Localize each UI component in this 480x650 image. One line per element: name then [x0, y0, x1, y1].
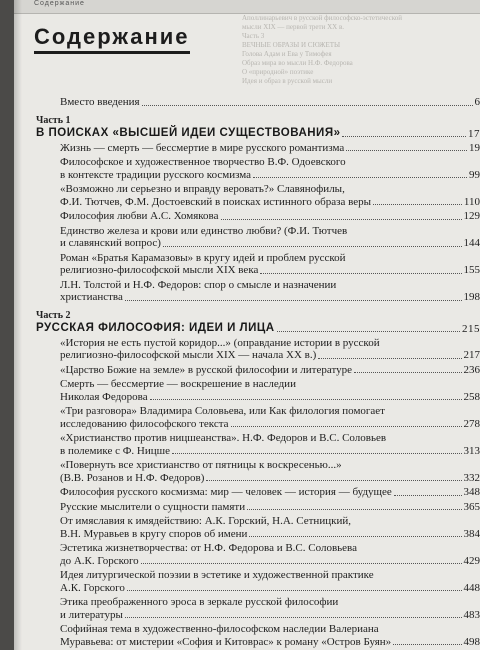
page-number: 313 [463, 444, 480, 457]
dot-leader [346, 150, 467, 151]
toc-entry-line [36, 364, 480, 377]
page-number: 215 [462, 322, 480, 335]
page-number: 19 [469, 141, 480, 154]
entry-text: «Возможно ли серьезно и вправду веровать?» Славянофилы, [60, 183, 345, 195]
page-number: 110 [463, 195, 480, 208]
toc-entry-line [36, 459, 480, 472]
page-number: 236 [463, 363, 480, 376]
book-page [14, 0, 480, 650]
dot-leader [125, 300, 462, 301]
toc-entry-line [36, 515, 480, 528]
toc-entry [36, 225, 480, 250]
bleed-through-line: Образ мира во мысли Н.Ф. Федорова [242, 59, 353, 67]
entry-text: Роман «Братья Карамазовы» в кругу идей и проблем русской [60, 251, 346, 264]
bleed-through-line: О «природной» поэтике [242, 68, 314, 76]
title-block [34, 24, 190, 54]
dot-leader [150, 399, 462, 400]
toc-entry-line [36, 596, 480, 609]
dot-leader [141, 563, 462, 564]
bleed-through-line: Часть 3 [242, 32, 265, 40]
dot-leader [253, 177, 467, 178]
entry-text: и славянский вопрос) [60, 237, 161, 249]
entry-text: «Повернуть все христианство от пятницы к воскресенью...» [60, 459, 342, 471]
dot-leader [172, 453, 462, 454]
entry-text: Идея литургической поэзии в эстетике и художественной практике [60, 569, 374, 581]
toc-entry-line [36, 291, 480, 304]
entry-text: Философия любви А.С. Хомякова [60, 210, 219, 222]
toc-entry [36, 515, 480, 540]
toc-entry-line [36, 196, 480, 209]
entry-text: (В.В. Розанов и Н.Ф. Федоров) [60, 471, 205, 484]
toc-entry-intro [36, 96, 480, 109]
page-number: 429 [463, 554, 480, 567]
part-title [36, 322, 480, 335]
table-of-contents [36, 96, 480, 648]
page-number: 448 [463, 581, 480, 594]
toc-entry-line [36, 472, 480, 485]
top-band [14, 0, 480, 13]
toc-entry-line [36, 279, 480, 292]
toc-entry [36, 337, 480, 362]
entry-text: исследованию философского текста [60, 417, 229, 430]
entry-text: «Царство Божие на земле» в русской философии и литературе [60, 363, 353, 376]
entry-text: В.Н. Муравьев в кругу споров об имени [60, 527, 248, 540]
dot-leader [221, 219, 462, 220]
toc-entry-line [36, 609, 480, 622]
toc-entry-line [36, 542, 480, 555]
toc-entry-line [36, 391, 480, 404]
toc-entry [36, 156, 480, 181]
toc-entry-line [36, 183, 480, 196]
toc-entry [36, 569, 480, 594]
bleed-through-line: ВЕЧНЫЕ ОБРАЗЫ И СЮЖЕТЫ [242, 41, 341, 49]
toc-entry-line [36, 582, 480, 595]
dot-leader [249, 536, 461, 537]
bleed-through-line: мысли XIX — первой трети XX в. [242, 23, 344, 31]
dot-leader [127, 590, 462, 591]
entry-text: «Три разговора» Владимира Соловьева, или Как филология помогает [60, 405, 385, 417]
entry-text: А.К. Горского [60, 581, 125, 594]
entry-text: От имяславия к имядействию: А.К. Горский, Н.А. Сетницкий, [60, 515, 351, 527]
dot-leader [125, 617, 462, 618]
entry-text: религиозно-философской мысли XIX — начала XX в.) [60, 349, 317, 361]
toc-entry [36, 432, 480, 457]
toc-entry-line [36, 349, 480, 362]
toc-entry-line [36, 569, 480, 582]
toc-entry [36, 623, 480, 648]
toc-entry-line [36, 432, 480, 445]
dot-leader [142, 105, 473, 106]
dot-leader [393, 644, 461, 645]
toc-entry-line [36, 237, 480, 250]
bleed-through-text [242, 14, 480, 94]
page-number: 278 [463, 417, 480, 430]
page-number: 144 [463, 237, 480, 249]
title-underline [34, 51, 190, 54]
toc-entry-line [36, 445, 480, 458]
entry-text: Вместо введения [60, 96, 140, 108]
page-number: 155 [463, 264, 480, 276]
dot-leader [318, 358, 461, 359]
toc-entry [36, 596, 480, 621]
entry-text: до А.К. Горского [60, 554, 139, 567]
entry-text: христианства [60, 291, 123, 303]
entry-text: Единство железа и крови или единство любви? (Ф.И. Тютчев [60, 224, 348, 237]
toc-entry [36, 378, 480, 403]
entry-text: Николая Федорова [60, 390, 148, 403]
entry-text: Смерть — бессмертие — воскрешение в наследии [60, 378, 296, 390]
entry-text: Ф.И. Тютчев, Ф.М. Достоевский в поисках истинного образа веры [60, 195, 371, 208]
bleed-through-line: Аполлинарьевич в русской философско-эстетической [242, 14, 402, 22]
dot-leader [163, 246, 462, 247]
bleed-through-line: Идея и образ в русской мысли [242, 77, 333, 85]
toc-entry [36, 183, 480, 208]
page-gutter-shadow [14, 0, 22, 650]
running-header: Содержание [34, 0, 85, 7]
dot-leader [394, 495, 462, 496]
part-label: Часть 1 [36, 114, 71, 126]
dot-leader [277, 331, 460, 332]
page-number: 17 [468, 127, 480, 140]
page-title: Содержание [34, 24, 190, 49]
part-title [36, 127, 480, 140]
entry-text: Л.Н. Толстой и Н.Ф. Федоров: спор о смысле и назначении [60, 278, 337, 291]
toc-entry-line [36, 210, 480, 223]
entry-text: Муравьева: от мистерии «София и Китоврас» к роману «Остров Буян» [60, 635, 392, 648]
entry-text: Жизнь — смерть — бессмертие в мире русского романтизма [60, 141, 345, 154]
bleed-through-line: Голова Адам и Ева у Тимофея [242, 50, 332, 58]
toc-entry-line [36, 636, 480, 649]
entry-text: Философское и художественное творчество В.Ф. Одоевского [60, 156, 346, 168]
toc-entry-line [36, 337, 480, 350]
toc-entry [36, 210, 480, 223]
toc-entry-line [36, 252, 480, 265]
toc-entry-line [36, 528, 480, 541]
toc-entry [36, 501, 480, 514]
toc-entry-line [36, 623, 480, 636]
part-heading [36, 115, 480, 140]
entry-text: Философия русского космизма: мир — человек — история — будущее [60, 486, 392, 498]
toc-entry-line [36, 501, 480, 514]
entry-text: Софийная тема в художественно-философском наследии Валериана [60, 623, 379, 635]
entry-text: Этика преображенного эроса в зеркале русской философии [60, 596, 339, 608]
dot-leader [354, 372, 461, 373]
entry-text: «Христианство против ницшеанства». Н.Ф. Федоров и В.С. Соловьев [60, 432, 387, 444]
page-number: 365 [463, 500, 480, 513]
page-number: 198 [463, 291, 480, 303]
toc-entry [36, 459, 480, 484]
part-title-text: В ПОИСКАХ «ВЫСШЕЙ ИДЕИ СУЩЕСТВОВАНИЯ» [36, 126, 341, 139]
part-heading [36, 310, 480, 335]
toc-entry-line [36, 555, 480, 568]
toc-entry-line [36, 264, 480, 277]
toc-entry [36, 405, 480, 430]
entry-text: в контексте традиции русского космизма [60, 168, 252, 181]
toc-entry-line [36, 486, 480, 499]
part-label: Часть 2 [36, 309, 71, 321]
toc-entry [36, 486, 480, 499]
toc-entry-line [36, 225, 480, 238]
dot-leader [260, 273, 461, 274]
dot-leader [373, 204, 462, 205]
toc-entry-line [36, 156, 480, 169]
page-number: 483 [463, 608, 480, 621]
page-number: 99 [469, 168, 480, 181]
entry-text: Эстетика жизнетворчества: от Н.Ф. Федорова и В.С. Соловьева [60, 542, 357, 554]
toc-entry [36, 252, 480, 277]
toc-entry [36, 142, 480, 155]
toc-entry-line [36, 378, 480, 391]
toc-entry [36, 279, 480, 304]
page-number: 498 [463, 635, 480, 648]
toc-entry [36, 542, 480, 567]
entry-text: в полемике с Ф. Ницше [60, 444, 170, 457]
dot-leader [231, 426, 462, 427]
entry-text: и литературы [60, 608, 123, 621]
page-number: 332 [463, 471, 480, 484]
entry-text: религиозно-философской мысли XIX века [60, 264, 259, 276]
page-number: 384 [463, 527, 480, 540]
part-title-text: РУССКАЯ ФИЛОСОФИЯ: ИДЕИ И ЛИЦА [36, 321, 275, 334]
dot-leader [206, 480, 461, 481]
toc-entry-line [36, 405, 480, 418]
entry-text: «История не есть пустой коридор...» (оправдание истории в русской [60, 336, 380, 349]
page-number: 6 [474, 96, 480, 108]
toc-entry-line [36, 142, 480, 155]
page-number: 258 [463, 390, 480, 403]
page-number: 129 [463, 210, 480, 222]
page-number: 217 [463, 349, 480, 361]
dot-leader [342, 136, 466, 137]
toc-entry-line [36, 169, 480, 182]
toc-entry [36, 364, 480, 377]
dot-leader [247, 509, 461, 510]
page-number: 348 [463, 486, 480, 498]
toc-entry-line [36, 418, 480, 431]
entry-text: Русские мыслители о сущности памяти [60, 500, 246, 513]
